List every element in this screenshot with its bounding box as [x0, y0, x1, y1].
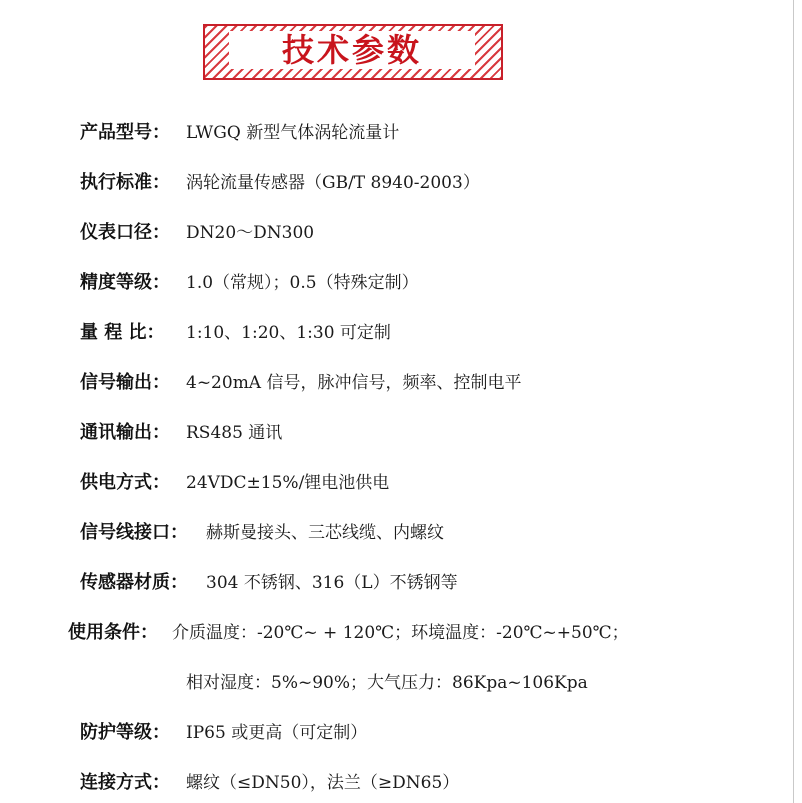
spec-value: 1.0（常规）；0.5（特殊定制） — [186, 273, 419, 293]
spec-value: 1:10、1:20、1:30 可定制 — [186, 323, 391, 343]
spec-label: 防护等级： — [80, 722, 170, 743]
spec-value: IP65 或更高（可定制） — [186, 723, 368, 743]
spec-label: 传感器材质： — [80, 572, 188, 593]
spec-label: 信号输出： — [80, 372, 170, 393]
spec-value: 304 不锈钢、316（L）不锈钢等 — [206, 573, 458, 593]
spec-label: 产品型号： — [80, 122, 170, 143]
spec-value: 相对湿度：5%~90%；大气压力：86Kpa~106Kpa — [186, 673, 588, 693]
spec-label: 仪表口径： — [80, 222, 170, 243]
spec-label: 信号线接口： — [80, 522, 188, 543]
spec-label: 执行标准： — [80, 172, 170, 193]
spec-label: 供电方式： — [80, 472, 170, 493]
spec-value: 螺纹（≤DN50），法兰（≥DN65） — [186, 773, 460, 793]
spec-label: 使用条件： — [68, 622, 158, 643]
spec-value: 介质温度：-20℃~ + 120℃；环境温度：-20℃~+50℃； — [172, 623, 629, 643]
spec-label: 精度等级： — [80, 272, 170, 293]
spec-value: DN20～DN300 — [186, 223, 315, 243]
spec-value: 涡轮流量传感器（GB/T 8940-2003） — [186, 173, 480, 193]
spec-value: 赫斯曼接头、三芯线缆、内螺纹 — [206, 523, 444, 543]
spec-label: 通讯输出： — [80, 422, 170, 443]
page-title: 技术参数 — [281, 31, 422, 69]
spec-value: 24VDC±15%/锂电池供电 — [186, 473, 390, 493]
spec-value: 4~20mA 信号，脉冲信号，频率、控制电平 — [186, 373, 522, 393]
title-banner — [203, 24, 503, 80]
spec-label: 连接方式： — [80, 772, 170, 793]
page-edge-rule — [793, 0, 794, 803]
spec-value: LWGQ 新型气体涡轮流量计 — [186, 123, 400, 143]
spec-label: 量 程 比： — [80, 322, 165, 343]
spec-value: RS485 通讯 — [186, 423, 283, 443]
